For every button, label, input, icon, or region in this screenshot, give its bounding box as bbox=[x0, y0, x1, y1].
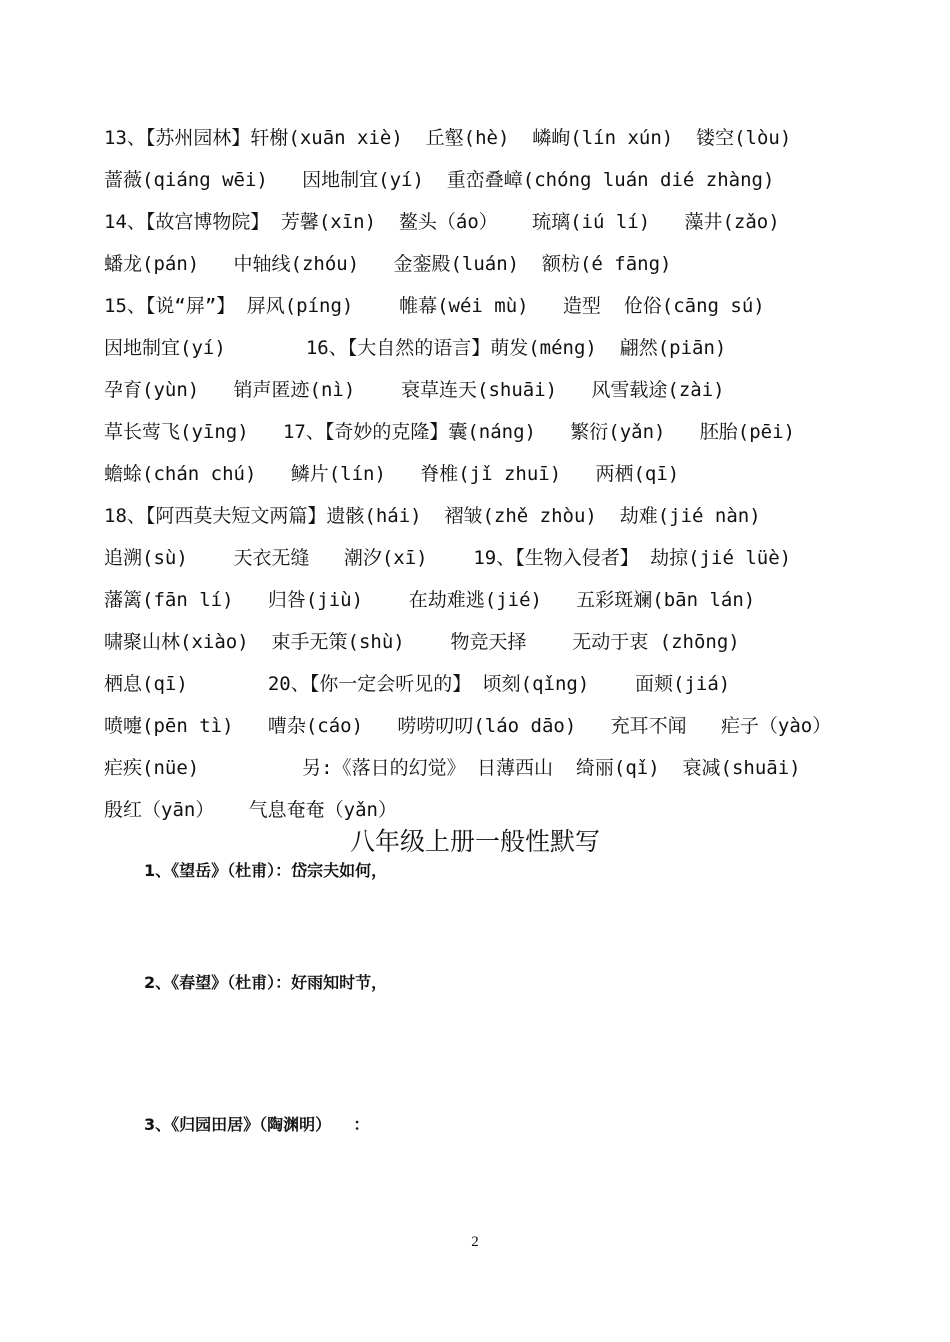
vocab-line: 蔷薇(qiáng wēi) 因地制宜(yí) 重峦叠嶂(chóng luán dié zhàng) bbox=[104, 169, 775, 191]
vocab-line: 14、【故宫博物院】 芳馨(xīn) 鳌头（áo） 琉璃(iú lí) 藻井(zǎo) bbox=[104, 211, 780, 233]
vocab-line: 13、【苏州园林】轩榭(xuān xiè) 丘壑(hè) 嶙峋(lín xún) 镂空(lòu) bbox=[104, 127, 792, 149]
vocab-line: 疟疾(nüe) 另:《落日的幻觉》 日薄西山 绮丽(qǐ) 衰减(shuāi) bbox=[104, 757, 801, 779]
vocab-line: 喷嚏(pēn tì) 嘈杂(cáo) 唠唠叨叨(láo dāo) 充耳不闻 疟子（yào） bbox=[104, 715, 832, 737]
question-3: 3、《归园田居》（陶渊明） ： bbox=[144, 1115, 370, 1134]
vocab-line: 藩篱(fān lí) 归咎(jiù) 在劫难逃(jié) 五彩斑斓(bān lán) bbox=[104, 589, 756, 611]
page-number: 2 bbox=[471, 1234, 479, 1250]
vocab-line: 因地制宜(yí) 16、【大自然的语言】萌发(méng) 翩然(piān) bbox=[104, 337, 727, 359]
vocab-line: 追溯(sù) 天衣无缝 潮汐(xī) 19、【生物入侵者】 劫掠(jié lüè) bbox=[104, 547, 792, 569]
vocab-line: 15、【说“屏”】 屏风(píng) 帷幕(wéi mù) 造型 伧俗(cāng sú) bbox=[104, 295, 765, 317]
vocab-line: 草长莺飞(yīng) 17、【奇妙的克隆】囊(náng) 繁衍(yǎn) 胚胎(pēi) bbox=[104, 421, 795, 443]
vocab-line: 孕育(yùn) 销声匿迹(nì) 衰草连天(shuāi) 风雪载途(zài) bbox=[104, 379, 725, 401]
section-title: 八年级上册一般性默写 bbox=[349, 827, 600, 856]
vocab-line: 18、【阿西莫夫短文两篇】遗骸(hái) 褶皱(zhě zhòu) 劫难(jié nàn) bbox=[104, 505, 761, 527]
vocab-line: 栖息(qī) 20、【你一定会听见的】 顷刻(qǐng) 面颊(jiá) bbox=[104, 673, 731, 695]
question-1: 1、《望岳》（杜甫）：岱宗夫如何， bbox=[144, 861, 388, 880]
vocab-line: 蟠龙(pán) 中轴线(zhóu) 金銮殿(luán) 额枋(é fāng) bbox=[104, 253, 672, 275]
vocab-line: 蟾蜍(chán chú) 鳞片(lín) 脊椎(jǐ zhuī) 两栖(qī) bbox=[104, 463, 680, 485]
vocab-line: 殷红（yān） 气息奄奄（yǎn） bbox=[104, 799, 397, 821]
vocab-line: 啸聚山林(xiào) 束手无策(shù) 物竞天择 无动于衷 (zhōng) bbox=[104, 631, 740, 653]
question-2: 2、《春望》（杜甫）：好雨知时节， bbox=[144, 973, 388, 992]
